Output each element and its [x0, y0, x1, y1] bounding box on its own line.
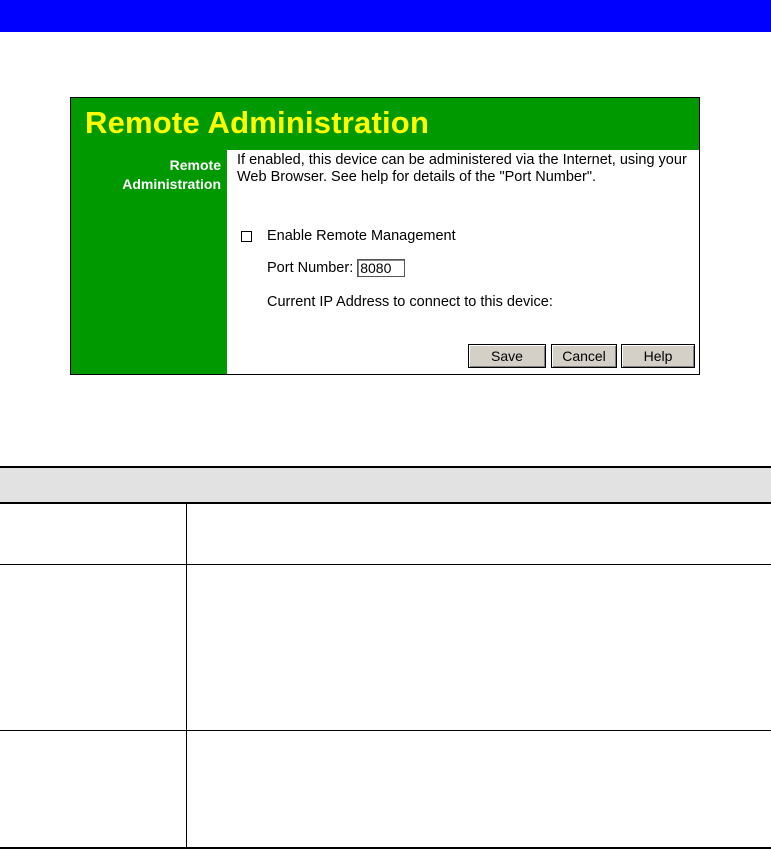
section-label-line1: Remote — [169, 157, 221, 173]
top-banner — [0, 0, 771, 32]
table-column-divider — [186, 504, 187, 847]
page-title: Remote Administration — [85, 105, 430, 140]
remote-administration-panel — [70, 97, 700, 375]
section-label — [122, 156, 221, 194]
enable-remote-management-label: Enable Remote Management — [267, 228, 456, 244]
save-button[interactable]: Save — [468, 344, 546, 368]
port-number-input[interactable] — [357, 259, 405, 277]
enable-remote-management-row[interactable] — [241, 228, 456, 245]
panel-sidebar — [71, 150, 227, 374]
table-row-divider — [0, 730, 771, 731]
cancel-button[interactable]: Cancel — [551, 344, 617, 368]
table-header-border — [0, 502, 771, 504]
panel-header — [71, 98, 699, 150]
section-label-line2: Administration — [122, 176, 221, 192]
current-ip-label: Current IP Address to connect to this device: — [267, 294, 553, 310]
panel-content — [237, 152, 693, 310]
help-button[interactable]: Help — [621, 344, 695, 368]
table-header — [0, 468, 771, 502]
description-text: If enabled, this device can be administered via the Internet, using your Web Browser. See help for details of the "Port Number". — [237, 152, 687, 185]
table-row-divider — [0, 564, 771, 565]
port-number-row — [267, 259, 405, 277]
enable-remote-management-checkbox[interactable] — [241, 231, 252, 242]
port-number-label: Port Number: — [267, 259, 354, 276]
